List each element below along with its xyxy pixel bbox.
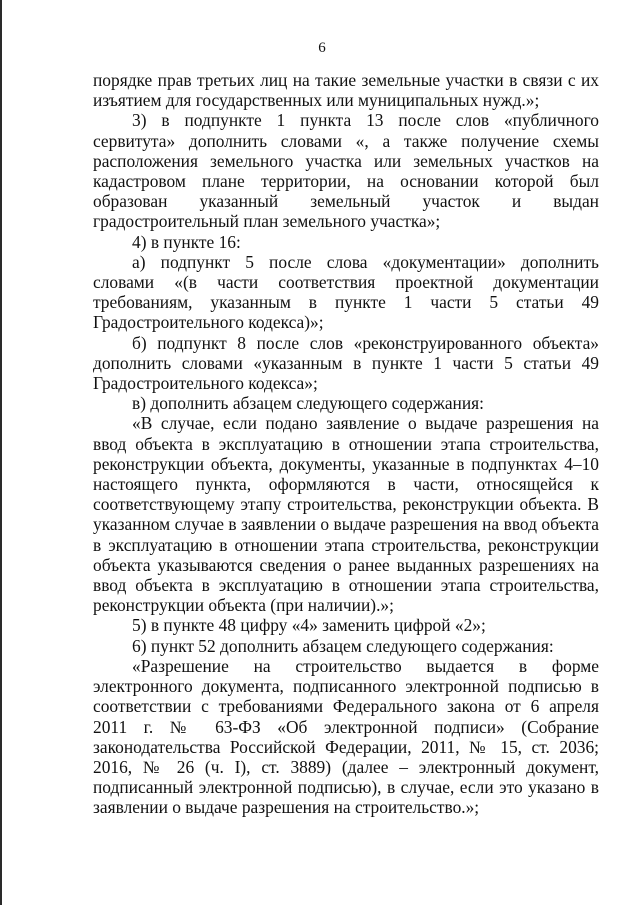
paragraph-6: в) дополнить абзацем следующего содержания: bbox=[132, 393, 484, 414]
paragraph-10: «Разрешение на строительство выдается в форме электронного документа, подписанного электронной подписью в соответствии с требованиями Федерального закона от 6 апреля 2011 г. № 63-ФЗ «Об электронной подписи» (Собрание законодательства Российской Федерации, 2011, № 15, ст. 2036; 2016, № 26 (ч. I), ст. 3889) (далее – электронный документ, подписанный электронной подписью), в случае, если это указано в заявлении о выдаче разрешения на строительство.»; bbox=[93, 655, 599, 818]
paragraph-5: б) подпункт 8 после слов «реконструированного объекта» дополнить словами «указанным в пункте 1 части 5 статьи 49 Градостроительного кодекса»; bbox=[93, 332, 599, 394]
paragraph-4: а) подпункт 5 после слова «документации» дополнить словами «(в части соответствия проектной документации требованиям, указанным в пункте 1 части 5 статьи 49 Градостроительного кодекса)»; bbox=[93, 251, 599, 333]
paragraph-2: 3) в подпункте 1 пункта 13 после слов «публичного сервитута» дополнить словами «, а также получение схемы расположения земельного участка или земельных участков на кадастровом плане территории, на основании которой был образован указанный земельный участок и выдан градостроительный план земельного участка»; bbox=[93, 110, 599, 232]
paragraph-1: порядке прав третьих лиц на такие земельные участки в связи с их изъятием для государственных или муниципальных нужд.»; bbox=[93, 70, 599, 111]
paragraph-3: 4) в пункте 16: bbox=[132, 231, 241, 252]
page-number: 6 bbox=[318, 40, 326, 56]
paragraph-8: 5) в пункте 48 цифру «4» заменить цифрой «2»; bbox=[132, 615, 486, 636]
paragraph-7: «В случае, если подано заявление о выдаче разрешения на ввод объекта в эксплуатацию в отношении этапа строительства, реконструкции объекта, документы, указанные в подпунктах 4–10 настоящего пункта, оформляются в части, относящейся к соответствующему этапу строительства, реконструкции объекта. В указанном случае в заявлении о выдаче разрешения на ввод объекта в эксплуатацию в отношении этапа строительства, реконструкции объекта указываются сведения о ранее выданных разрешениях на ввод объекта в эксплуатацию в отношении этапа строительства, реконструкции объекта (при наличии).»; bbox=[93, 413, 599, 616]
document-body bbox=[93, 70, 599, 818]
paragraph-9: 6) пункт 52 дополнить абзацем следующего содержания: bbox=[132, 635, 554, 656]
